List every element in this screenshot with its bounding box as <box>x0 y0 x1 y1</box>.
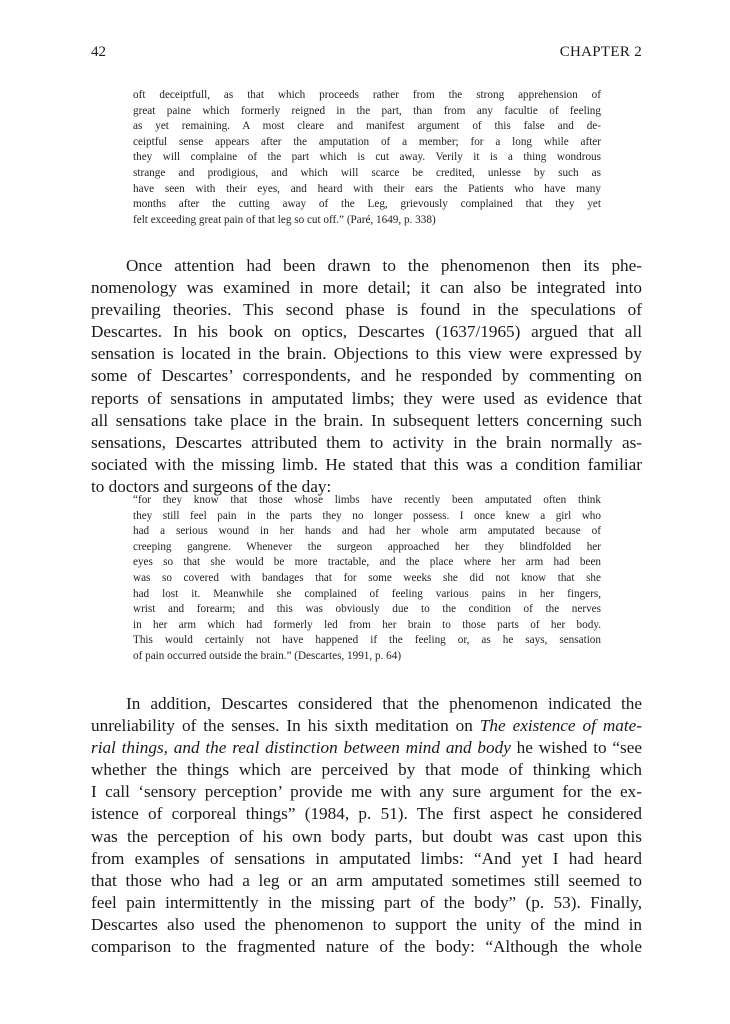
paragraph-line: sensations, Descartes attributed them to activity in the brain normally as- <box>91 432 642 452</box>
quote-line: strange and prodigious, and which will scarce be credited, unlesse by such as <box>133 166 601 179</box>
paragraph-line: sensation is located in the brain. Objections to this view were expressed by <box>91 344 642 364</box>
paragraph-line: Once attention had been drawn to the phenomenon then its phe- <box>126 256 642 275</box>
quote-line: in her arm which had formerly led from her brain to those parts of her body. <box>133 618 601 631</box>
quote-line: This would certainly not have happened if the feeling or, as he says, sensation <box>133 634 601 647</box>
paragraph-line <box>91 737 642 759</box>
quote-line: “for they know that those whose limbs have recently been amputated often think <box>133 494 601 506</box>
paragraph-line: Descartes also used the phenomenon to support the unity of the mind in <box>91 914 642 934</box>
book-title-italic: The existence of mate- <box>479 716 642 736</box>
quote-line: oft deceiptfull, as that which proceeds rather from the strong apprehension of <box>133 89 601 101</box>
quote-line: they will complaine of the part which is cut away. Verily it is a thing wondrous <box>133 151 601 164</box>
paragraph-line: feel pain intermittently in the missing part of the body” (p. 53). Finally, <box>91 892 642 912</box>
paragraph-line: nomenology was examined in more detail; it can also be integrated into <box>91 278 642 298</box>
paragraph-line: I call ‘sensory perception’ provide me with any sure argument for the ex- <box>91 782 642 802</box>
paragraph-line: that those who had a leg or an arm amputated sometimes still seemed to <box>91 870 642 890</box>
paragraph-line: to doctors and surgeons of the day: <box>91 476 332 496</box>
book-title-italic: rial things, and the real distinction between mind and body <box>91 738 511 758</box>
body-paragraph-descartes-optics <box>91 255 642 498</box>
block-quote-descartes <box>133 493 601 665</box>
paragraph-text: he wished to “see <box>510 738 642 758</box>
quote-line: ceiptful sense appears after the amputation of a member; for a long while after <box>133 135 601 148</box>
quote-line: they still feel pain in the parts they no longer possess. I once knew a girl who <box>133 509 601 522</box>
quote-line: great paine which formerly reigned in the part, than from any facultie of feeling <box>133 104 601 117</box>
paragraph-line: Descartes. In his book on optics, Descartes (1637/1965) argued that all <box>91 322 642 342</box>
paragraph-line: some of Descartes’ correspondents, and he responded by commenting on <box>91 366 642 386</box>
page-header <box>91 44 642 64</box>
paragraph-line: In addition, Descartes considered that the phenomenon indicated the <box>126 694 642 713</box>
quote-line: as yet remaining. A most cleare and manifest argument of this false and de- <box>133 120 601 133</box>
quote-line: felt exceeding great pain of that leg so cut off.” (Paré, 1649, p. 338) <box>133 213 436 226</box>
quote-line: wrist and forearm; and this was obviously due to the condition of the nerves <box>133 603 601 616</box>
paragraph-line: sociated with the missing limb. He stated that this was a condition familiar <box>91 454 642 474</box>
quote-line: have seen with their eyes, and heard with their ears the Patients who have many <box>133 182 601 195</box>
quote-line: creeping gangrene. Whenever the surgeon approached her they blindfolded her <box>133 540 601 553</box>
paragraph-line: prevailing theories. This second phase is found in the speculations of <box>91 300 642 320</box>
paragraph-line: comparison to the fragmented nature of the body: “Although the whole <box>91 937 642 957</box>
quote-line: had lost it. Meanwhile she complained of feeling various pains in her fingers, <box>133 587 601 600</box>
page-number: 42 <box>91 44 106 60</box>
quote-line: was so covered with bandages that for some weeks she did not know that she <box>133 571 601 584</box>
paragraph-line: was the perception of his own body parts, but doubt was cast upon this <box>91 826 642 846</box>
block-quote-pare <box>133 88 601 228</box>
body-paragraph-meditation <box>91 693 642 958</box>
quote-line: of pain occurred outside the brain.” (Descartes, 1991, p. 64) <box>133 649 402 662</box>
paragraph-line: whether the things which are perceived by that mode of thinking which <box>91 760 642 780</box>
paragraph-line <box>91 715 642 737</box>
paragraph-line: reports of sensations in amputated limbs; they were used as evidence that <box>91 388 642 408</box>
paragraph-line: from examples of sensations in amputated limbs: “And yet I had heard <box>91 848 642 868</box>
paragraph-line: istence of corporeal things” (1984, p. 51). The first aspect he considered <box>91 804 642 824</box>
running-head: CHAPTER 2 <box>559 44 642 60</box>
quote-line: eyes so that she would be more tractable, and the place where her arm had been <box>133 556 601 569</box>
paragraph-line: all sensations take place in the brain. In subsequent letters concerning such <box>91 410 642 430</box>
paragraph-text: unreliability of the senses. In his sixth meditation on <box>91 716 480 736</box>
quote-line: months after the cutting away of the Leg, grievously complained that they yet <box>133 198 601 211</box>
quote-line: had a serious wound in her hands and had her whole arm amputated because of <box>133 525 601 538</box>
